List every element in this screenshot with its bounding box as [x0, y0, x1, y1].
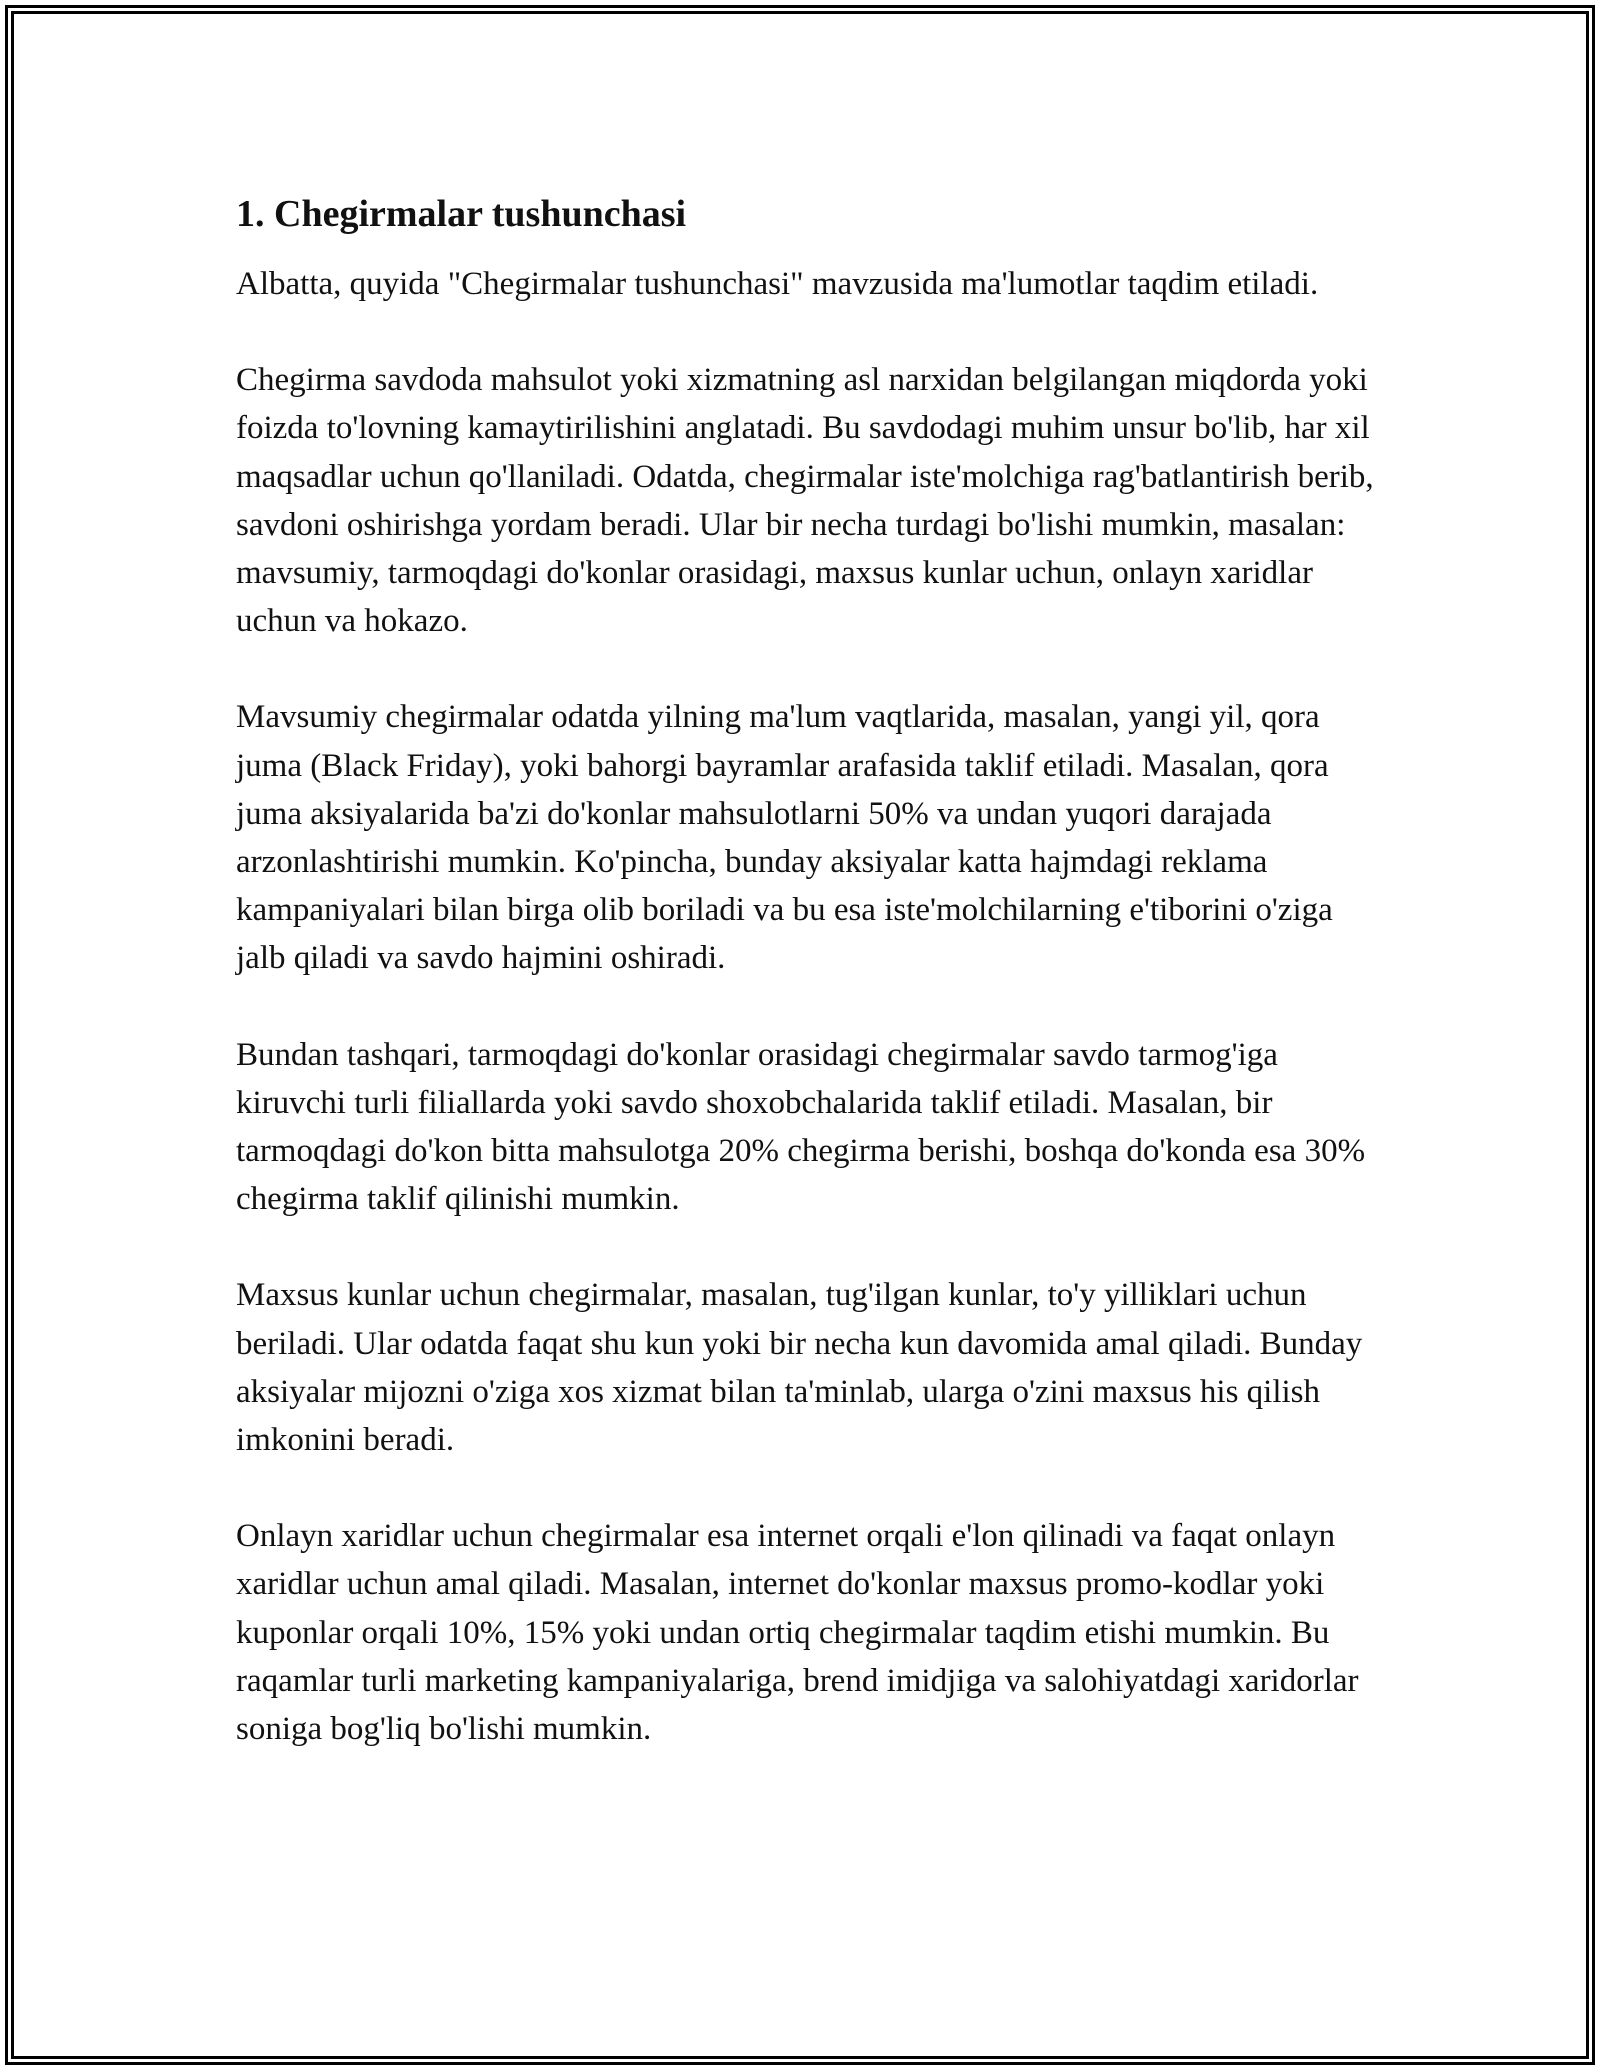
paragraph-intro: Albatta, quyida "Chegirmalar tushunchasi" mavzusida ma'lumotlar taqdim etiladi. [236, 266, 1319, 302]
paragraph-definition: Chegirma savdoda mahsulot yoki xizmatning asl narxidan belgilangan miqdorda yoki foizda to'lovning kamaytirilishini anglatadi. Bu savdodagi muhim unsur bo'lib, har xil maqsadlar uchun qo'llaniladi. Odatda, chegirmalar iste'molchiga rag'batlantirish berib, savdoni oshirishga yordam beradi. Ular bir necha turdagi bo'lishi mumkin, masalan: mavsumiy, tarmoqdagi do'konlar orasidagi, maxsus kunlar uchun, onlayn xaridlar uchun va hokazo. [236, 362, 1374, 640]
paragraph-seasonal: Mavsumiy chegirmalar odatda yilning ma'lum vaqtlarida, masalan, yangi yil, qora juma (Black Friday), yoki bahorgi bayramlar arafasida taklif etiladi. Masalan, qora juma aksiyalarida ba'zi do'konlar mahsulotlarni 50% va undan yuqori darajada arzonlashtirishi mumkin. Ko'pincha, bunday aksiyalar katta hajmdagi reklama kampaniyalari bilan birga olib boriladi va bu esa iste'molchilarning e'tiborini o'ziga jalb qiladi va savdo hajmini oshiradi. [236, 699, 1333, 977]
paragraph-online: Onlayn xaridlar uchun chegirmalar esa internet orqali e'lon qilinadi va faqat onlayn xaridlar uchun amal qiladi. Masalan, internet do'konlar maxsus promo-kodlar yoki kuponlar orqali 10%, 15% yoki undan ortiq chegirmalar taqdim etishi mumkin. Bu raqamlar turli marketing kampaniyalariga, brend imidjiga va salohiyatdagi xaridorlar soniga bog'liq bo'lishi mumkin. [236, 1518, 1359, 1748]
document-body [236, 188, 1376, 1801]
section-heading: 1. Chegirmalar tushunchasi [236, 193, 687, 235]
paragraph-special-days: Maxsus kunlar uchun chegirmalar, masalan, tug'ilgan kunlar, to'y yilliklari uchun beriladi. Ular odatda faqat shu kun yoki bir necha kun davomida amal qiladi. Bunday aksiyalar mijozni o'ziga xos xizmat bilan ta'minlab, ularga o'zini maxsus his qilish imkonini beradi. [236, 1277, 1363, 1459]
paragraph-network: Bundan tashqari, tarmoqdagi do'konlar orasidagi chegirmalar savdo tarmog'iga kiruvchi turli filiallarda yoki savdo shoxobchalarida taklif etiladi. Masalan, bir tarmoqdagi do'kon bitta mahsulotga 20% chegirma berishi, boshqa do'konda esa 30% chegirma taklif qilinishi mumkin. [236, 1036, 1366, 1218]
